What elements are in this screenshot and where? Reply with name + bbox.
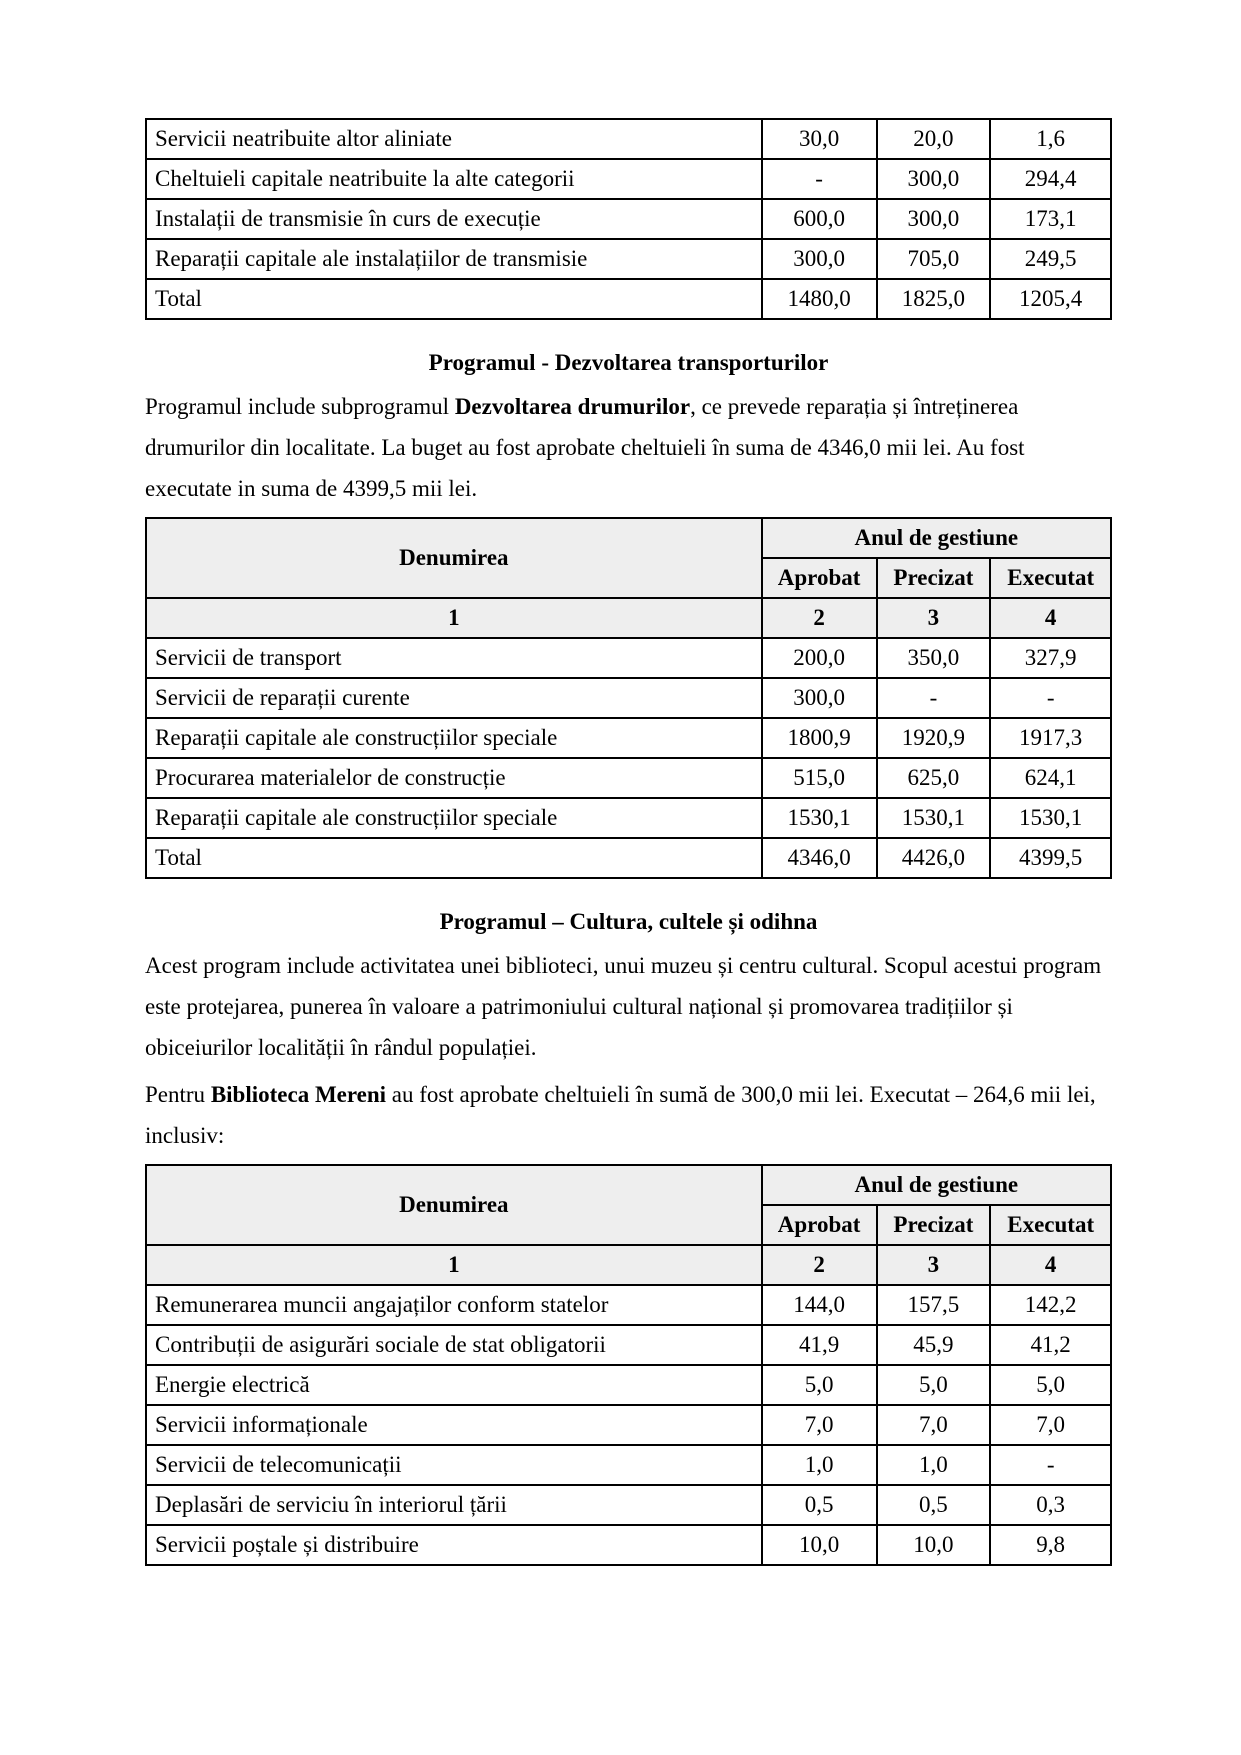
paragraph-text: Pentru [145,1082,211,1107]
row-label-cell: Reparații capitale ale instalațiilor de transmisie [146,239,762,279]
value-cell: 1917,3 [990,718,1111,758]
row-label-cell: Energie electrică [146,1365,762,1405]
table-row [146,1285,1111,1325]
column-header-aprobat: Aprobat [762,1205,877,1245]
table-row [146,838,1111,878]
value-cell: 4399,5 [990,838,1111,878]
table-header-row [146,518,1111,558]
value-cell: 624,1 [990,758,1111,798]
value-cell: - [877,678,991,718]
column-header-anul-de-gestiune: Anul de gestiune [762,1165,1111,1205]
column-header-denumirea: Denumirea [146,518,762,598]
bold-emphasis-biblioteca: Biblioteca Mereni [210,1082,387,1107]
value-cell: 600,0 [762,199,877,239]
value-cell: 625,0 [877,758,991,798]
value-cell: - [990,1445,1111,1485]
column-header-precizat: Precizat [877,1205,991,1245]
section-heading-transport: Programul - Dezvoltarea transporturilor [428,350,829,375]
transport-table-header [146,518,1111,638]
biblioteca-table-header [146,1165,1111,1285]
value-cell: 350,0 [877,638,991,678]
value-cell: 249,5 [990,239,1111,279]
column-header-anul-de-gestiune: Anul de gestiune [762,518,1111,558]
row-label-cell: Total [146,279,762,319]
value-cell: 41,9 [762,1325,877,1365]
table-column-number-row [146,1245,1111,1285]
biblioteca-paragraph [145,1074,1112,1156]
row-label-cell: Servicii de telecomunicații [146,1445,762,1485]
biblioteca-budget-table [145,1164,1112,1566]
column-header-aprobat: Aprobat [762,558,877,598]
table-row [146,1485,1111,1525]
value-cell: 1530,1 [990,798,1111,838]
value-cell: 41,2 [990,1325,1111,1365]
table-row [146,1325,1111,1365]
table-row [146,239,1111,279]
transport-budget-table [145,517,1112,879]
value-cell: 5,0 [990,1365,1111,1405]
column-header-denumirea: Denumirea [146,1165,762,1245]
value-cell: 4346,0 [762,838,877,878]
paragraph-text: au fost aprobate cheltuieli în sumă de 300,0 mii lei. Executat – 264,6 mii lei, inclusiv: [145,1082,1096,1148]
value-cell: 144,0 [762,1285,877,1325]
column-number-1: 1 [146,598,762,638]
row-label-cell: Procurarea materialelor de construcție [146,758,762,798]
value-cell: 10,0 [877,1525,991,1565]
value-cell: 20,0 [877,119,991,159]
bold-emphasis-subprogram: Dezvoltarea drumurilor [454,394,691,419]
table-row [146,1445,1111,1485]
section-heading-cultura: Programul – Cultura, cultele și odihna [439,909,818,934]
value-cell: 1480,0 [762,279,877,319]
value-cell: 300,0 [877,159,991,199]
biblioteca-table-body [146,1285,1111,1565]
table-row [146,798,1111,838]
value-cell: 4426,0 [877,838,991,878]
value-cell: 7,0 [877,1405,991,1445]
value-cell: 7,0 [762,1405,877,1445]
value-cell: 1920,9 [877,718,991,758]
value-cell: 5,0 [877,1365,991,1405]
value-cell: 294,4 [990,159,1111,199]
table-header-row [146,1165,1111,1205]
value-cell: 5,0 [762,1365,877,1405]
table-continued-investments [145,118,1112,320]
value-cell: 300,0 [762,239,877,279]
value-cell: 1205,4 [990,279,1111,319]
column-number-2: 2 [762,1245,877,1285]
value-cell: 200,0 [762,638,877,678]
cultura-paragraph [145,945,1112,1068]
column-number-3: 3 [877,598,991,638]
column-number-3: 3 [877,1245,991,1285]
transport-table-body [146,638,1111,878]
value-cell: 0,5 [877,1485,991,1525]
table-row [146,1405,1111,1445]
value-cell: 1,0 [877,1445,991,1485]
row-label-cell: Servicii poștale și distribuire [146,1525,762,1565]
value-cell: 157,5 [877,1285,991,1325]
paragraph-text: Acest program include activitatea unei biblioteci, unui muzeu și centru cultural. Scopul acestui program este protejarea, punerea în valoare a patrimoniului cultural național și promovarea tradițiilor și obiceiurilor localității în rândul populației. [145,953,1102,1060]
column-number-4: 4 [990,598,1111,638]
value-cell: 0,5 [762,1485,877,1525]
column-header-executat: Executat [990,558,1111,598]
column-number-1: 1 [146,1245,762,1285]
value-cell: - [762,159,877,199]
row-label-cell: Reparații capitale ale construcțiilor speciale [146,798,762,838]
table-row [146,638,1111,678]
row-label-cell: Servicii informaționale [146,1405,762,1445]
value-cell: 45,9 [877,1325,991,1365]
value-cell: 1800,9 [762,718,877,758]
row-label-cell: Remunerarea muncii angajaților conform statelor [146,1285,762,1325]
value-cell: 515,0 [762,758,877,798]
table-continued-body [146,119,1111,319]
table-row [146,1525,1111,1565]
column-header-executat: Executat [990,1205,1111,1245]
table-row [146,199,1111,239]
row-label-cell: Cheltuieli capitale neatribuite la alte categorii [146,159,762,199]
table-row [146,758,1111,798]
row-label-cell: Total [146,838,762,878]
value-cell: 300,0 [762,678,877,718]
value-cell: 0,3 [990,1485,1111,1525]
value-cell: 30,0 [762,119,877,159]
row-label-cell: Servicii neatribuite altor aliniate [146,119,762,159]
value-cell: 9,8 [990,1525,1111,1565]
table-row [146,159,1111,199]
paragraph-text: Programul include subprogramul [145,394,455,419]
value-cell: 1530,1 [877,798,991,838]
value-cell: 705,0 [877,239,991,279]
value-cell: 1,0 [762,1445,877,1485]
transport-paragraph [145,386,1112,509]
value-cell: 1825,0 [877,279,991,319]
value-cell: 10,0 [762,1525,877,1565]
column-number-4: 4 [990,1245,1111,1285]
table-row [146,119,1111,159]
row-label-cell: Contribuții de asigurări sociale de stat obligatorii [146,1325,762,1365]
value-cell: 173,1 [990,199,1111,239]
row-label-cell: Reparații capitale ale construcțiilor speciale [146,718,762,758]
value-cell: 7,0 [990,1405,1111,1445]
column-number-2: 2 [762,598,877,638]
value-cell: 1,6 [990,119,1111,159]
row-label-cell: Instalații de transmisie în curs de execuție [146,199,762,239]
row-label-cell: Servicii de transport [146,638,762,678]
table-row [146,678,1111,718]
paragraph-text: , ce prevede reparația și întreținerea drumurilor din localitate. La buget au fost aprobate cheltuieli în suma de 4346,0 mii lei. Au fost executate in suma de 4399,5 mii lei. [145,394,1025,501]
value-cell: 142,2 [990,1285,1111,1325]
value-cell: 327,9 [990,638,1111,678]
row-label-cell: Servicii de reparații curente [146,678,762,718]
row-label-cell: Deplasări de serviciu în interiorul țării [146,1485,762,1525]
table-column-number-row [146,598,1111,638]
column-header-precizat: Precizat [877,558,991,598]
table-row [146,279,1111,319]
value-cell: 300,0 [877,199,991,239]
table-row [146,718,1111,758]
value-cell: 1530,1 [762,798,877,838]
table-row [146,1365,1111,1405]
value-cell: - [990,678,1111,718]
